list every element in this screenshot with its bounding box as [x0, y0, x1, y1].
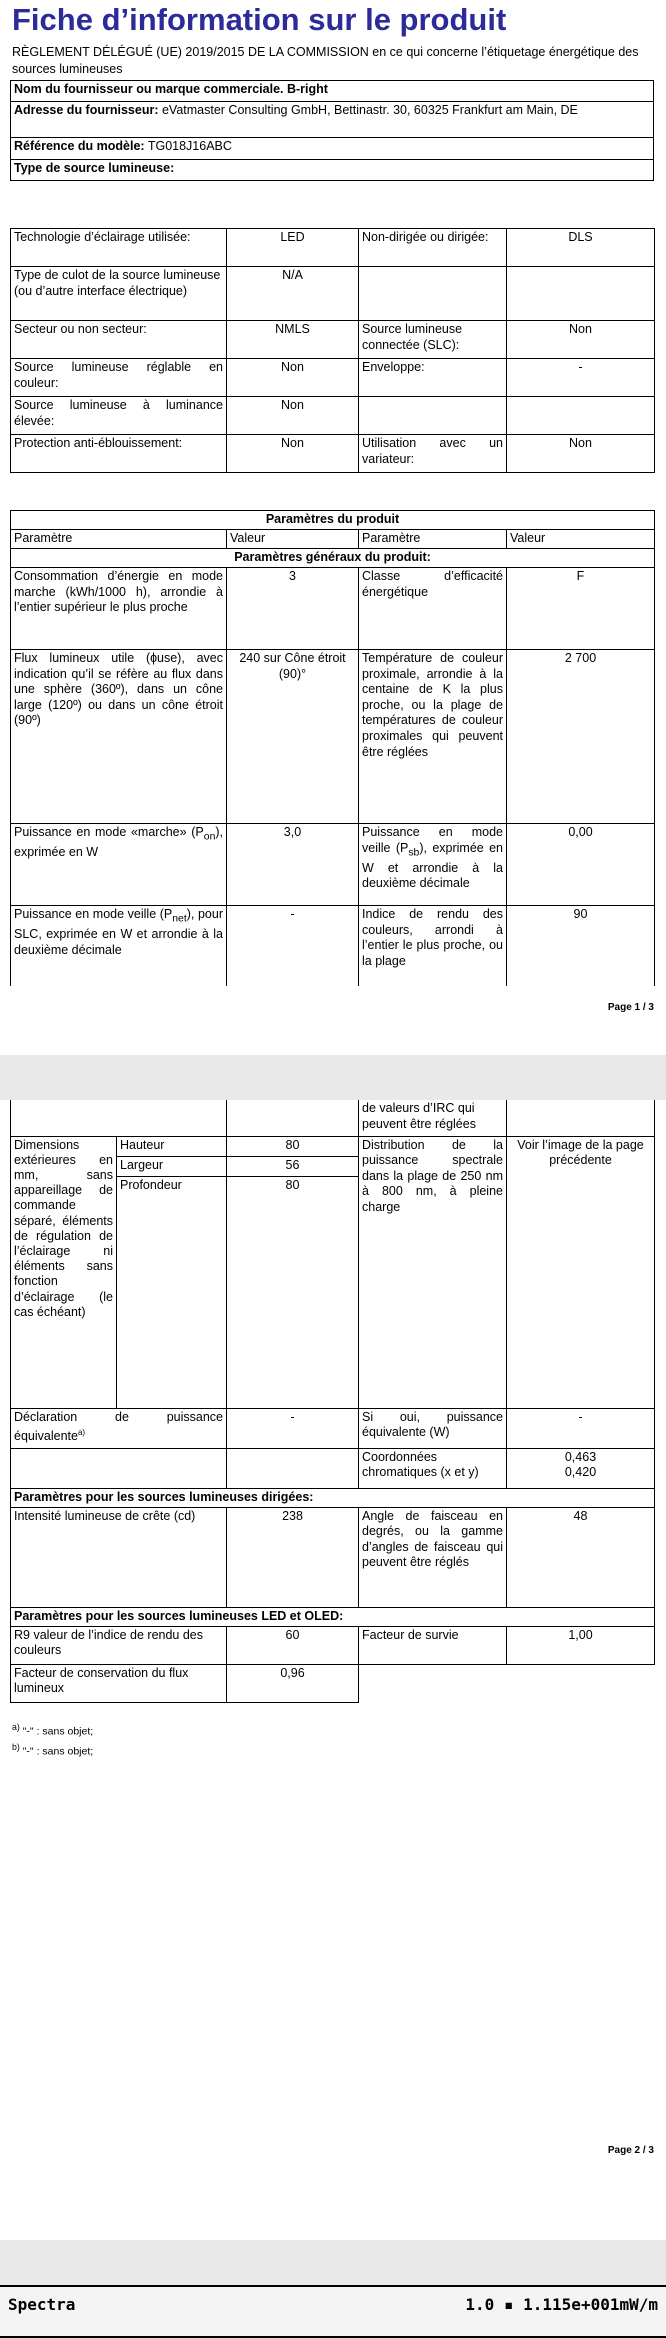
cct-label: Température de couleur proximale, arrondie à la centaine de K la plus proche, ou la plage de températures de couleur proximales qui peuvent être réglées	[359, 650, 507, 824]
equivalent-power-value-2: -	[507, 1408, 655, 1448]
depth-label: Profondeur	[117, 1176, 227, 1408]
source-type-table	[10, 228, 655, 473]
product-parameters-table	[10, 510, 655, 986]
anti-glare-label: Protection anti-éblouissement:	[11, 435, 227, 473]
page-1	[0, 0, 666, 1055]
colour-tunable-value: Non	[227, 359, 359, 397]
model-reference	[11, 138, 654, 160]
supplier-address-value: eVatmaster Consulting GmbH, Bettinastr. 30, 60325 Frankfurt am Main, DE	[158, 103, 578, 117]
energy-consumption-label: Consommation d’énergie en mode marche (kWh/1000 h), arrondie à l’entier supérieur le plus proche	[11, 568, 227, 650]
product-parameters-header: Paramètres du produit	[11, 511, 655, 530]
useful-flux-value: 240 sur Cône étroit (90)°	[227, 650, 359, 824]
on-mode-power-value: 3,0	[227, 824, 359, 906]
anti-glare-value: Non	[227, 435, 359, 473]
cap-type-label: Type de culot de la source lumineuse (ou d’autre interface électrique)	[11, 267, 227, 321]
cri-label: Indice de rendu des couleurs, arrondi à l’entier le plus proche, ou la plage	[359, 906, 507, 986]
page-2	[0, 1100, 666, 2240]
width-value: 56	[227, 1156, 359, 1176]
col-value: Valeur	[227, 530, 359, 549]
mains-value: NMLS	[227, 321, 359, 359]
peak-intensity-value: 238	[227, 1507, 359, 1607]
footnote-b: $^{b)}$ "-" : sans objet;	[12, 1742, 94, 1758]
lumen-maintenance-value: 0,96	[227, 1664, 359, 1702]
lumen-maintenance-label: Facteur de conservation du flux lumineux	[11, 1664, 227, 1702]
depth-value: 80	[227, 1176, 359, 1408]
standby-power-label: Puissance en mode veille $(P_{sb})$, exprimée en W et arrondie à la deuxième décimale	[359, 824, 507, 906]
spectrum-label: Spectra	[8, 2295, 76, 2314]
useful-flux-label: Flux lumineux utile (ɸuse), avec indication qu’il se réfère au flux dans une sphère (360º), dans un cône large (120º) ou dans un cône étroit (90º)	[11, 650, 227, 824]
col-parameter-2: Paramètre	[359, 530, 507, 549]
standby-power-value: 0,00	[507, 824, 655, 906]
spectral-distribution-value: Voir l’image de la page précédente	[507, 1136, 655, 1408]
page-title: Fiche d’information sur le produit	[12, 2, 507, 37]
beam-angle-label: Angle de faisceau en degrés, ou la gamme d’angles de faisceau qui peuvent être réglés	[359, 1507, 507, 1607]
equivalent-power-value: -	[227, 1408, 359, 1448]
col-parameter: Paramètre	[11, 530, 227, 549]
beam-angle-value: 48	[507, 1507, 655, 1607]
supplier-name: Nom du fournisseur ou marque commerciale. B-right	[11, 81, 654, 102]
directionality-value: DLS	[507, 229, 655, 267]
r9-value: 60	[227, 1626, 359, 1664]
height-value: 80	[227, 1136, 359, 1156]
directionality-label: Non-dirigée ou dirigée:	[359, 229, 507, 267]
footnote-a: $^{a)}$ "-" : sans objet;	[12, 1722, 94, 1738]
dimmer-value: Non	[507, 435, 655, 473]
network-standby-value: -	[227, 906, 359, 986]
spectrum-readout: 1.0 ▪ 1.115e+001mW/m	[465, 2295, 658, 2314]
supplier-address	[11, 102, 654, 138]
on-mode-power-label: Puissance en mode «marche» $(P_{on})$, exprimée en W	[11, 824, 227, 906]
led-header: Paramètres pour les sources lumineuses LED et OLED:	[11, 1607, 655, 1626]
regulation-intro: RÈGLEMENT DÉLÉGUÉ (UE) 2019/2015 DE LA COMMISSION en ce qui concerne l’étiquetage énergétique des sources lumineuses	[12, 45, 639, 76]
energy-consumption-value: 3	[227, 568, 359, 650]
supplier-address-label: Adresse du fournisseur:	[14, 103, 159, 117]
high-luminance-value: Non	[227, 397, 359, 435]
cri-value: 90	[507, 906, 655, 986]
page-number-2: Page 2 / 3	[607, 2145, 654, 2156]
equivalent-power-label: Déclaration de puissance équivalente$^{a)}$	[11, 1408, 227, 1448]
equivalent-power-label-2: Si oui, puissance équivalente (W)	[359, 1408, 507, 1448]
envelope-label: Enveloppe:	[359, 359, 507, 397]
efficiency-class-label: Classe d’efficacité énergétique	[359, 568, 507, 650]
network-standby-label: Puissance en mode veille $(P_{net})$, pour SLC, exprimée en W et arrondie à la deuxième décimale	[11, 906, 227, 986]
general-parameters-header: Paramètres généraux du produit:	[11, 549, 655, 568]
spectral-distribution-label: Distribution de la puissance spectrale dans la plage de 250 nm à 800 nm, à pleine charge	[359, 1136, 507, 1408]
dimmer-label: Utilisation avec un variateur:	[359, 435, 507, 473]
envelope-value: -	[507, 359, 655, 397]
supplier-table	[10, 80, 654, 181]
mains-label: Secteur ou non secteur:	[11, 321, 227, 359]
survival-factor-label: Facteur de survie	[359, 1626, 507, 1664]
directed-header: Paramètres pour les sources lumineuses dirigées:	[11, 1488, 655, 1507]
connected-value: Non	[507, 321, 655, 359]
connected-label: Source lumineuse connectée (SLC):	[359, 321, 507, 359]
chromaticity-value: 0,463 0,420	[507, 1448, 655, 1488]
high-luminance-label: Source lumineuse à luminance élevée:	[11, 397, 227, 435]
efficiency-class-value: F	[507, 568, 655, 650]
width-label: Largeur	[117, 1156, 227, 1176]
dimensions-table	[10, 1100, 655, 1703]
peak-intensity-label: Intensité lumineuse de crête (cd)	[11, 1507, 227, 1607]
cap-type-value: N/A	[227, 267, 359, 321]
chromaticity-label: Coordonnées chromatiques (x et y)	[359, 1448, 507, 1488]
col-value-2: Valeur	[507, 530, 655, 549]
colour-tunable-label: Source lumineuse réglable en couleur:	[11, 359, 227, 397]
source-type-header: Type de source lumineuse:	[11, 160, 654, 181]
survival-factor-value: 1,00	[507, 1626, 655, 1664]
height-label: Hauteur	[117, 1136, 227, 1156]
dimensions-label: Dimensions extérieures en mm, sans appareillage de commande séparé, éléments de régulation de l’éclairage ni éléments sans fonction d’éclairage (le cas échéant)	[11, 1136, 117, 1408]
cct-value: 2 700	[507, 650, 655, 824]
model-label: Référence du modèle:	[14, 139, 145, 153]
model-value: TG018J16ABC	[144, 139, 232, 153]
r9-label: R9 valeur de l’indice de rendu des couleurs	[11, 1626, 227, 1664]
technology-value: LED	[227, 229, 359, 267]
technology-label: Technologie d’éclairage utilisée:	[11, 229, 227, 267]
cri-continuation: de valeurs d’IRC qui peuvent être réglées	[359, 1100, 507, 1136]
page-3	[0, 2285, 666, 2334]
page-number-1: Page 1 / 3	[607, 1002, 654, 1013]
